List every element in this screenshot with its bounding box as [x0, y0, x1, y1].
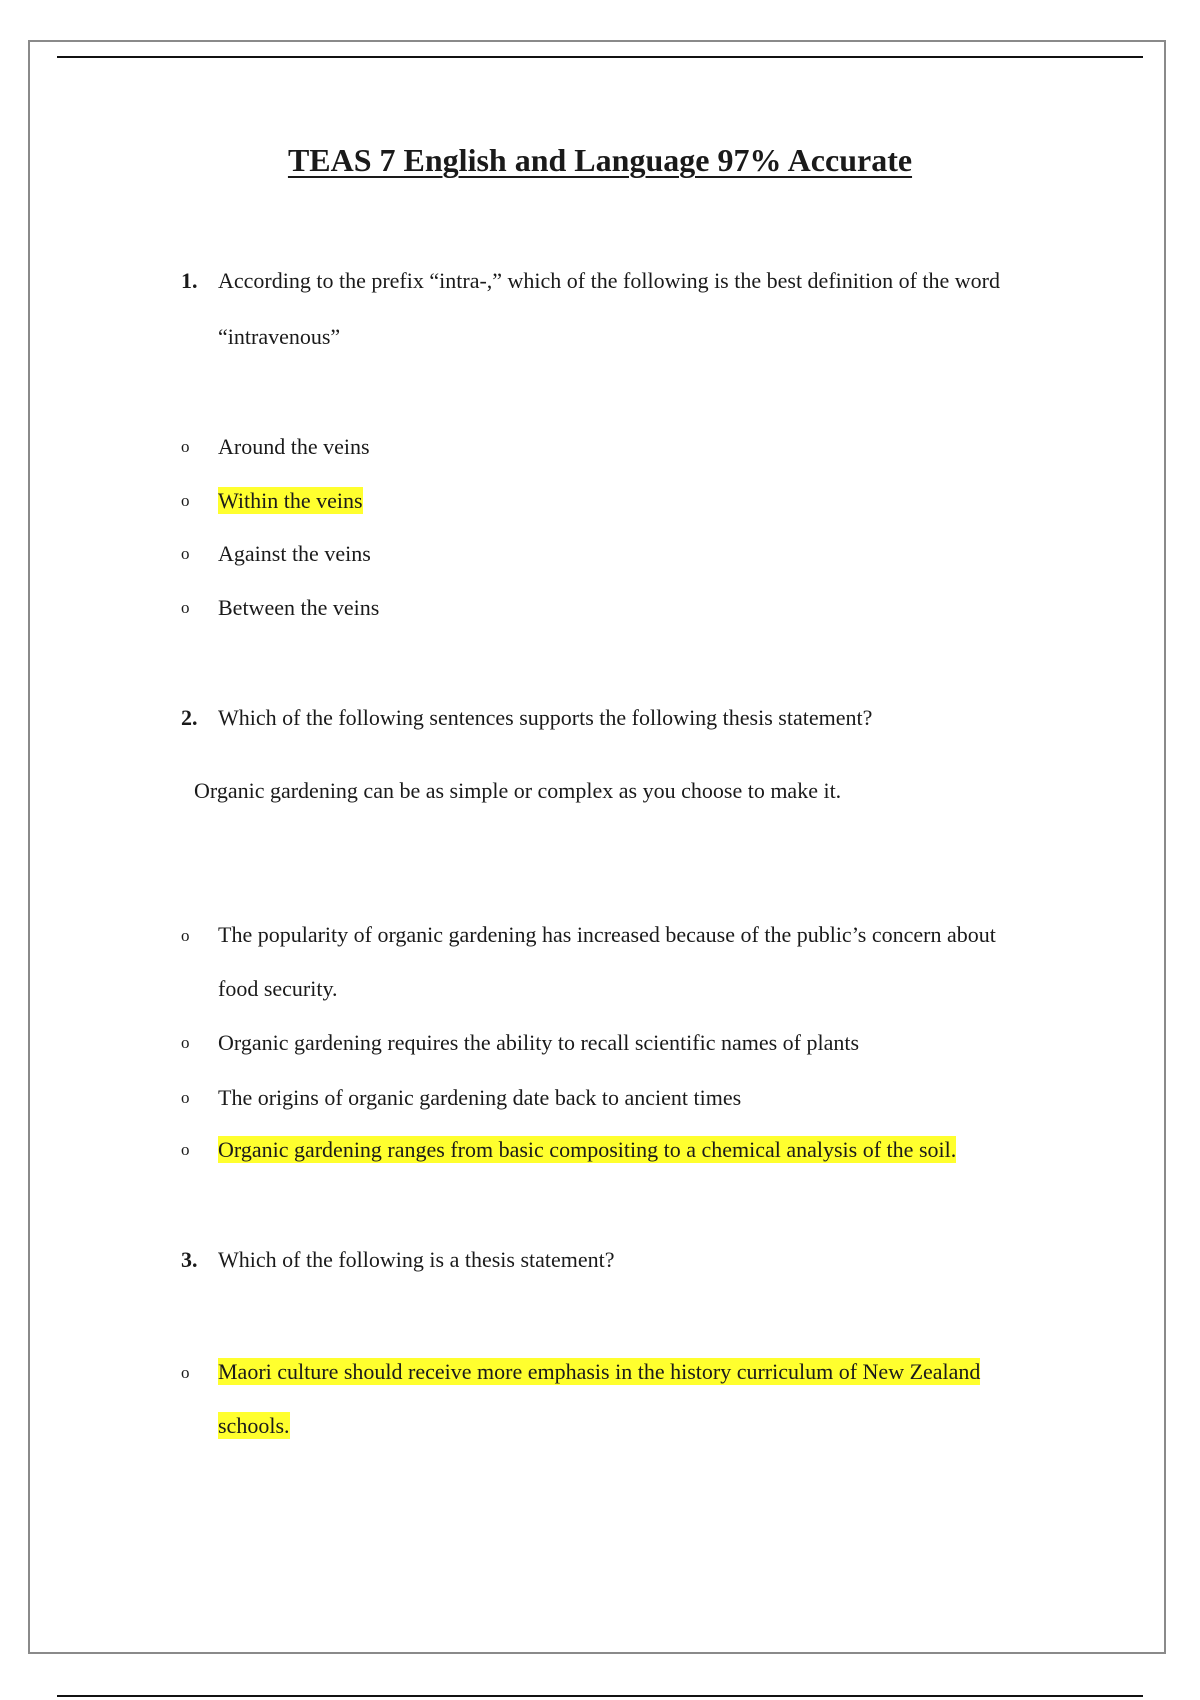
question-number: 1. — [181, 268, 198, 293]
radio-bullet-icon: o — [181, 1033, 190, 1052]
option-text: Organic gardening requires the ability to recall scientific names of plants — [218, 1030, 860, 1055]
radio-bullet-icon: o — [181, 1088, 190, 1107]
question-number: 3. — [181, 1247, 198, 1272]
question-text: According to the prefix “intra-,” which of the following is the best definition of the word “intravenous” — [218, 268, 1001, 349]
document-title-text: TEAS 7 English and Language 97% Accurate — [287, 142, 913, 178]
question-text: Which of the following is a thesis statement? — [218, 1247, 615, 1272]
question-text: Which of the following sentences supports the following thesis statement? — [218, 705, 873, 730]
radio-bullet-icon: o — [181, 1140, 190, 1159]
radio-bullet-icon: o — [181, 491, 190, 510]
footer-rule — [57, 1695, 1143, 1697]
radio-bullet-icon: o — [181, 926, 190, 945]
header-rule — [57, 56, 1143, 58]
option-text: Against the veins — [218, 541, 371, 566]
thesis-statement: Organic gardening can be as simple or complex as you choose to make it. — [194, 778, 842, 803]
radio-bullet-icon: o — [181, 598, 190, 617]
option-text-wrapper — [218, 1345, 1038, 1453]
highlighted-answer: Organic gardening ranges from basic compositing to a chemical analysis of the soil. — [218, 1137, 957, 1162]
question-number: 2. — [181, 705, 198, 730]
option-text-wrapper — [218, 1134, 1038, 1166]
option-text: Around the veins — [218, 434, 370, 459]
document-title — [0, 140, 1200, 180]
option-text-wrapper — [218, 485, 1038, 517]
radio-bullet-icon: o — [181, 544, 190, 563]
radio-bullet-icon: o — [181, 437, 190, 456]
highlighted-answer: Within the veins — [218, 488, 363, 513]
option-text: Between the veins — [218, 595, 380, 620]
highlighted-answer: Maori culture should receive more emphasis in the history curriculum of New Zealand schools. — [218, 1359, 981, 1438]
option-text: The popularity of organic gardening has increased because of the public’s concern about food security. — [218, 922, 996, 1001]
radio-bullet-icon: o — [181, 1363, 190, 1382]
option-text: The origins of organic gardening date back to ancient times — [218, 1085, 742, 1110]
